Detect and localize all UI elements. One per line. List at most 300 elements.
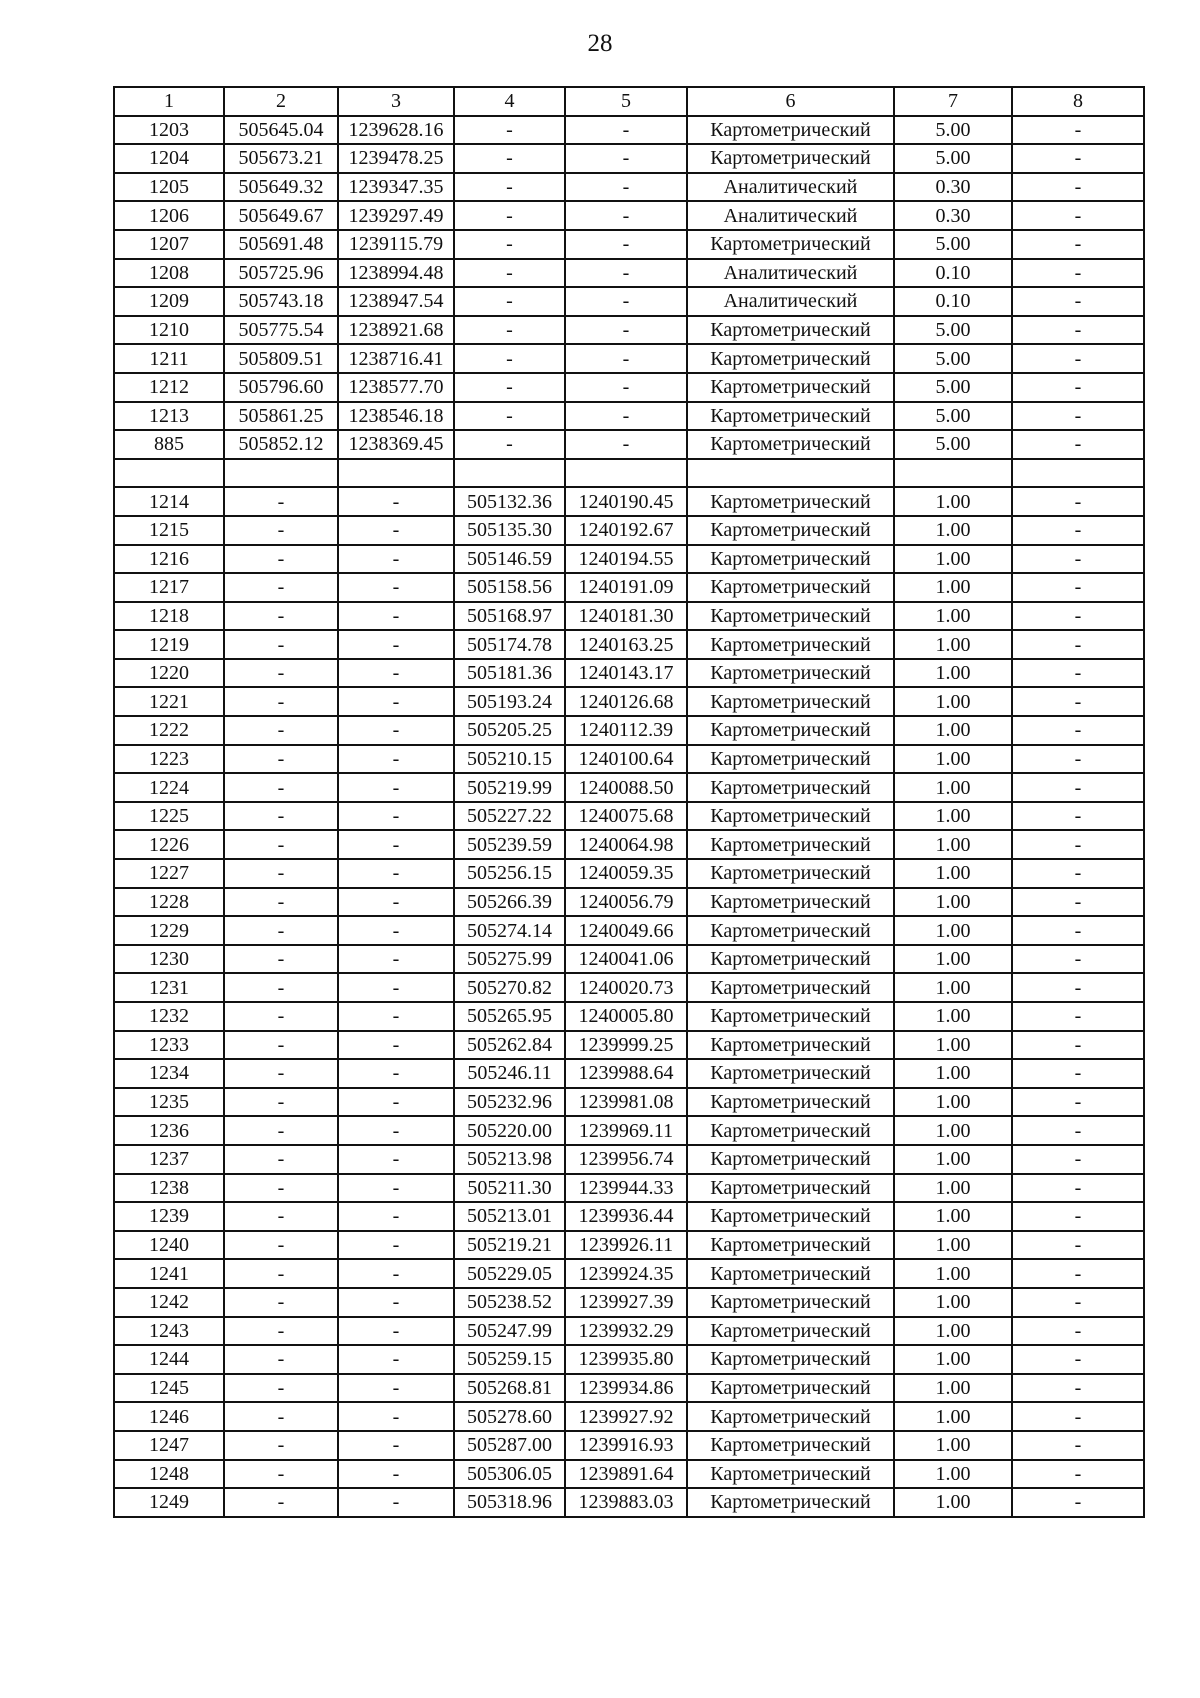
table-cell: 505809.51 [224, 344, 338, 373]
table-cell: - [565, 287, 687, 316]
table-cell: - [1012, 1345, 1144, 1374]
table-cell: 0.30 [894, 173, 1012, 202]
table-cell: 1236 [114, 1116, 224, 1145]
table-cell: Картометрический [687, 659, 894, 688]
table-cell: 1212 [114, 373, 224, 402]
table-cell: Картометрический [687, 1431, 894, 1460]
table-cell: 1228 [114, 888, 224, 917]
table-cell: - [565, 430, 687, 459]
table-row [114, 630, 1144, 659]
table-cell: 1218 [114, 602, 224, 631]
table-cell: 1240112.39 [565, 716, 687, 745]
table-cell: Картометрический [687, 888, 894, 917]
table-cell: - [454, 402, 565, 431]
table-cell: - [224, 1374, 338, 1403]
table-cell: 505213.98 [454, 1145, 565, 1174]
table-cell: - [224, 1116, 338, 1145]
column-header: 8 [1012, 87, 1144, 116]
coordinates-table [113, 86, 1145, 1518]
table-cell: Аналитический [687, 259, 894, 288]
table-cell: 5.00 [894, 344, 1012, 373]
table-cell: 1.00 [894, 573, 1012, 602]
table-cell: - [1012, 945, 1144, 974]
table-cell: 1239944.33 [565, 1174, 687, 1203]
table-cell: - [224, 973, 338, 1002]
table-cell: 505649.67 [224, 201, 338, 230]
table-cell: - [338, 1059, 454, 1088]
table-cell: 1239935.80 [565, 1345, 687, 1374]
table-cell: - [224, 745, 338, 774]
table-cell: 505266.39 [454, 888, 565, 917]
table-cell: 1239628.16 [338, 116, 454, 145]
column-header: 6 [687, 87, 894, 116]
table-cell: 505247.99 [454, 1317, 565, 1346]
table-cell: 1.00 [894, 659, 1012, 688]
table-cell: 1.00 [894, 745, 1012, 774]
table-cell: - [224, 1031, 338, 1060]
table-cell: 1222 [114, 716, 224, 745]
table-cell: - [224, 659, 338, 688]
table-cell: 505645.04 [224, 116, 338, 145]
table-cell: 505232.96 [454, 1088, 565, 1117]
table-cell: 1245 [114, 1374, 224, 1403]
table-cell: 1.00 [894, 1088, 1012, 1117]
table-cell: 1.00 [894, 802, 1012, 831]
table-cell: 1219 [114, 630, 224, 659]
table-cell: - [1012, 745, 1144, 774]
table-cell: - [224, 716, 338, 745]
table-row [114, 916, 1144, 945]
table-cell: - [338, 1202, 454, 1231]
table-cell: 1240056.79 [565, 888, 687, 917]
table-cell: 1224 [114, 773, 224, 802]
table-cell: Картометрический [687, 602, 894, 631]
table-cell [454, 459, 565, 488]
table-cell: 505181.36 [454, 659, 565, 688]
table-cell: - [224, 687, 338, 716]
table-cell: 505287.00 [454, 1431, 565, 1460]
table-cell: - [338, 802, 454, 831]
table-cell: - [1012, 859, 1144, 888]
table-cell: Аналитический [687, 201, 894, 230]
table-cell: 505691.48 [224, 230, 338, 259]
table-cell: - [338, 973, 454, 1002]
table-cell: - [454, 287, 565, 316]
table-cell: 0.10 [894, 259, 1012, 288]
table-cell: 1239883.03 [565, 1488, 687, 1517]
table-cell: Картометрический [687, 630, 894, 659]
table-cell: 1240064.98 [565, 830, 687, 859]
table-cell: 0.30 [894, 201, 1012, 230]
table-cell: 1240088.50 [565, 773, 687, 802]
table-cell: 505270.82 [454, 973, 565, 1002]
table-cell: Картометрический [687, 430, 894, 459]
table-cell: - [1012, 201, 1144, 230]
table-cell: 5.00 [894, 430, 1012, 459]
table-row [114, 430, 1144, 459]
table-cell: - [338, 1431, 454, 1460]
table-cell: - [224, 1059, 338, 1088]
table-cell: Картометрический [687, 144, 894, 173]
table-cell: - [565, 201, 687, 230]
table-cell: - [1012, 802, 1144, 831]
table-cell: 505743.18 [224, 287, 338, 316]
table-cell: 1239926.11 [565, 1231, 687, 1260]
table-cell: 1239 [114, 1202, 224, 1231]
table-cell: - [565, 316, 687, 345]
table-cell: 1.00 [894, 1116, 1012, 1145]
column-header: 2 [224, 87, 338, 116]
table-cell: - [338, 1259, 454, 1288]
table-cell [224, 459, 338, 488]
table-cell: 1240126.68 [565, 687, 687, 716]
table-cell: - [565, 402, 687, 431]
table-cell: - [338, 1374, 454, 1403]
table-cell: - [1012, 1002, 1144, 1031]
table-cell: 1.00 [894, 1002, 1012, 1031]
table-cell: 1240194.55 [565, 545, 687, 574]
table-row [114, 1088, 1144, 1117]
table-cell: - [1012, 1431, 1144, 1460]
table-cell: 505265.95 [454, 1002, 565, 1031]
table-row [114, 830, 1144, 859]
table-cell: Картометрический [687, 402, 894, 431]
table-cell: - [338, 687, 454, 716]
table-cell: - [1012, 573, 1144, 602]
table-cell: - [1012, 1202, 1144, 1231]
table-cell: - [224, 773, 338, 802]
table-cell: - [1012, 1374, 1144, 1403]
table-cell: - [338, 573, 454, 602]
table-cell: - [1012, 173, 1144, 202]
table-cell: Картометрический [687, 1174, 894, 1203]
table-cell: - [338, 773, 454, 802]
table-cell: 505649.32 [224, 173, 338, 202]
table-cell: 0.10 [894, 287, 1012, 316]
table-cell: Картометрический [687, 945, 894, 974]
table-row [114, 1460, 1144, 1489]
table-cell: 1238921.68 [338, 316, 454, 345]
table-cell: 1203 [114, 116, 224, 145]
table-cell: 1225 [114, 802, 224, 831]
table-row [114, 602, 1144, 631]
table-cell: 1211 [114, 344, 224, 373]
table-cell: 5.00 [894, 402, 1012, 431]
table-cell: 505168.97 [454, 602, 565, 631]
table-cell: 1239969.11 [565, 1116, 687, 1145]
table-cell: - [1012, 402, 1144, 431]
table-cell: 505193.24 [454, 687, 565, 716]
table-cell: 1249 [114, 1488, 224, 1517]
table-row [114, 1059, 1144, 1088]
table-cell: - [1012, 1116, 1144, 1145]
table-cell: 1.00 [894, 1174, 1012, 1203]
table-cell: 1208 [114, 259, 224, 288]
table-cell: 1.00 [894, 716, 1012, 745]
table-cell: 1215 [114, 516, 224, 545]
table-cell: 1238994.48 [338, 259, 454, 288]
table-cell: 505132.36 [454, 487, 565, 516]
table-cell: - [224, 888, 338, 917]
table-cell: - [338, 659, 454, 688]
table-cell: - [224, 859, 338, 888]
table-cell: 505262.84 [454, 1031, 565, 1060]
table-cell: 1239956.74 [565, 1145, 687, 1174]
table-cell: 1.00 [894, 1059, 1012, 1088]
table-cell: Картометрический [687, 487, 894, 516]
table-row [114, 745, 1144, 774]
table-row [114, 888, 1144, 917]
table-cell: 5.00 [894, 230, 1012, 259]
table-row [114, 545, 1144, 574]
table-cell: 1207 [114, 230, 224, 259]
table-cell: 505796.60 [224, 373, 338, 402]
table-cell: 1232 [114, 1002, 224, 1031]
table-row [114, 259, 1144, 288]
table-cell: Картометрический [687, 1088, 894, 1117]
table-cell: Картометрический [687, 1460, 894, 1489]
table-cell: 5.00 [894, 116, 1012, 145]
table-row [114, 1402, 1144, 1431]
table-cell: 1240191.09 [565, 573, 687, 602]
table-cell: 505306.05 [454, 1460, 565, 1489]
table-row [114, 573, 1144, 602]
table-cell: 1240075.68 [565, 802, 687, 831]
table-cell: 1240005.80 [565, 1002, 687, 1031]
table-cell: - [338, 745, 454, 774]
table-cell: - [454, 316, 565, 345]
table-cell: 1240163.25 [565, 630, 687, 659]
table-cell: 505259.15 [454, 1345, 565, 1374]
table-cell [687, 459, 894, 488]
table-cell: 1210 [114, 316, 224, 345]
table-cell: - [338, 545, 454, 574]
table-cell: - [565, 144, 687, 173]
table-cell: - [565, 344, 687, 373]
table-cell: 1239927.39 [565, 1288, 687, 1317]
table-cell: - [565, 259, 687, 288]
table-row [114, 1345, 1144, 1374]
table-cell: 1.00 [894, 1145, 1012, 1174]
table-cell: 1239115.79 [338, 230, 454, 259]
table-cell: - [224, 1259, 338, 1288]
table-cell: - [224, 945, 338, 974]
table-cell: Картометрический [687, 802, 894, 831]
table-row [114, 516, 1144, 545]
table-cell: - [224, 1231, 338, 1260]
table-cell: 505210.15 [454, 745, 565, 774]
table-cell: 1240100.64 [565, 745, 687, 774]
table-cell: 505318.96 [454, 1488, 565, 1517]
table-cell: - [1012, 1317, 1144, 1346]
table-cell: 1.00 [894, 916, 1012, 945]
table-cell: - [1012, 659, 1144, 688]
table-cell: 1214 [114, 487, 224, 516]
table-cell: Картометрический [687, 687, 894, 716]
table-row [114, 1145, 1144, 1174]
table-cell: - [1012, 830, 1144, 859]
table-cell: 1226 [114, 830, 224, 859]
table-cell: - [224, 1174, 338, 1203]
table-cell: 1217 [114, 573, 224, 602]
table-cell: 1205 [114, 173, 224, 202]
table-cell: - [338, 1116, 454, 1145]
table-cell: 1240190.45 [565, 487, 687, 516]
table-cell: - [224, 487, 338, 516]
table-cell: - [454, 344, 565, 373]
table-cell: 1241 [114, 1259, 224, 1288]
table-cell: 1230 [114, 945, 224, 974]
table-cell: - [454, 230, 565, 259]
table-cell: 1227 [114, 859, 224, 888]
table-row [114, 802, 1144, 831]
table-cell: 1246 [114, 1402, 224, 1431]
table-cell: 1213 [114, 402, 224, 431]
table-cell: - [1012, 373, 1144, 402]
table-cell: - [454, 259, 565, 288]
table-cell: - [338, 1031, 454, 1060]
table-cell: 1238546.18 [338, 402, 454, 431]
table-cell: - [1012, 1059, 1144, 1088]
table-cell: 1.00 [894, 1288, 1012, 1317]
table-cell: 1239988.64 [565, 1059, 687, 1088]
table-row [114, 1288, 1144, 1317]
table-cell: - [1012, 230, 1144, 259]
table-row [114, 287, 1144, 316]
table-cell: 1240181.30 [565, 602, 687, 631]
table-cell: - [1012, 888, 1144, 917]
table-cell: 505278.60 [454, 1402, 565, 1431]
table-cell: 1234 [114, 1059, 224, 1088]
table-cell: - [224, 1088, 338, 1117]
table-cell: 1248 [114, 1460, 224, 1489]
table-cell: Картометрический [687, 1031, 894, 1060]
table-cell: - [454, 116, 565, 145]
table-cell: - [1012, 716, 1144, 745]
table-cell: 885 [114, 430, 224, 459]
table-cell: - [1012, 1288, 1144, 1317]
table-cell: 1.00 [894, 687, 1012, 716]
table-cell: 505239.59 [454, 830, 565, 859]
table-cell: 1238 [114, 1174, 224, 1203]
table-row [114, 201, 1144, 230]
table-cell: 505275.99 [454, 945, 565, 974]
table-cell: - [1012, 316, 1144, 345]
table-cell: - [224, 1460, 338, 1489]
table-cell: - [224, 802, 338, 831]
table-cell [894, 459, 1012, 488]
table-cell: Картометрический [687, 316, 894, 345]
table-cell: 1233 [114, 1031, 224, 1060]
table-cell: 505256.15 [454, 859, 565, 888]
table-row [114, 1031, 1144, 1060]
table-cell: 1240143.17 [565, 659, 687, 688]
table-row [114, 344, 1144, 373]
table-cell: 505219.21 [454, 1231, 565, 1260]
table-row [114, 487, 1144, 516]
table-cell: - [1012, 1174, 1144, 1203]
table-cell: Картометрический [687, 1145, 894, 1174]
table-cell: 505213.01 [454, 1202, 565, 1231]
table-cell: Картометрический [687, 830, 894, 859]
table-cell: Картометрический [687, 545, 894, 574]
table-cell: Картометрический [687, 344, 894, 373]
table-cell: 1.00 [894, 1460, 1012, 1489]
table-cell: 505158.56 [454, 573, 565, 602]
table-cell: 1.00 [894, 1202, 1012, 1231]
table-cell: 1.00 [894, 1031, 1012, 1060]
table-cell: Аналитический [687, 287, 894, 316]
table-cell: 505205.25 [454, 716, 565, 745]
table-row [114, 773, 1144, 802]
table-cell: Картометрический [687, 716, 894, 745]
table-cell: 505174.78 [454, 630, 565, 659]
table-cell: - [1012, 144, 1144, 173]
table-row [114, 1174, 1144, 1203]
table-cell: Картометрический [687, 516, 894, 545]
table-cell: - [338, 630, 454, 659]
table-cell: - [454, 430, 565, 459]
table-cell: - [565, 373, 687, 402]
table-row [114, 659, 1144, 688]
table-cell: 1243 [114, 1317, 224, 1346]
table-row [114, 1259, 1144, 1288]
table-cell: - [338, 1460, 454, 1489]
table-cell: - [1012, 487, 1144, 516]
table-cell: 505238.52 [454, 1288, 565, 1317]
table-cell: - [338, 1231, 454, 1260]
table-cell: 1221 [114, 687, 224, 716]
table-cell: 1.00 [894, 1259, 1012, 1288]
table-cell: Картометрический [687, 973, 894, 1002]
table-cell: - [1012, 1488, 1144, 1517]
table-cell: Картометрический [687, 1116, 894, 1145]
table-cell: 1.00 [894, 487, 1012, 516]
table-cell: - [224, 1488, 338, 1517]
table-cell: Картометрический [687, 1231, 894, 1260]
table-cell: 1.00 [894, 1317, 1012, 1346]
table-cell: 1240059.35 [565, 859, 687, 888]
table-cell: 1239478.25 [338, 144, 454, 173]
table-cell: - [1012, 773, 1144, 802]
table-cell: 505725.96 [224, 259, 338, 288]
table-cell: - [454, 173, 565, 202]
table-cell: Картометрический [687, 1202, 894, 1231]
table-cell: 1220 [114, 659, 224, 688]
table-row [114, 1116, 1144, 1145]
table-cell: 1.00 [894, 1488, 1012, 1517]
table-cell: 1240192.67 [565, 516, 687, 545]
table-cell: - [1012, 1460, 1144, 1489]
table-row [114, 973, 1144, 1002]
table-row [114, 1431, 1144, 1460]
table-cell: - [338, 1317, 454, 1346]
table-cell: Аналитический [687, 173, 894, 202]
table-cell: 1231 [114, 973, 224, 1002]
table-cell: - [1012, 1402, 1144, 1431]
table-cell: 1239927.92 [565, 1402, 687, 1431]
table-row [114, 716, 1144, 745]
table-cell: - [338, 1174, 454, 1203]
table-cell: Картометрический [687, 1288, 894, 1317]
column-header: 3 [338, 87, 454, 116]
table-cell: 505246.11 [454, 1059, 565, 1088]
table-cell: - [1012, 687, 1144, 716]
table-cell: Картометрический [687, 1002, 894, 1031]
table-row [114, 373, 1144, 402]
table-cell: Картометрический [687, 373, 894, 402]
table-cell: 1239981.08 [565, 1088, 687, 1117]
